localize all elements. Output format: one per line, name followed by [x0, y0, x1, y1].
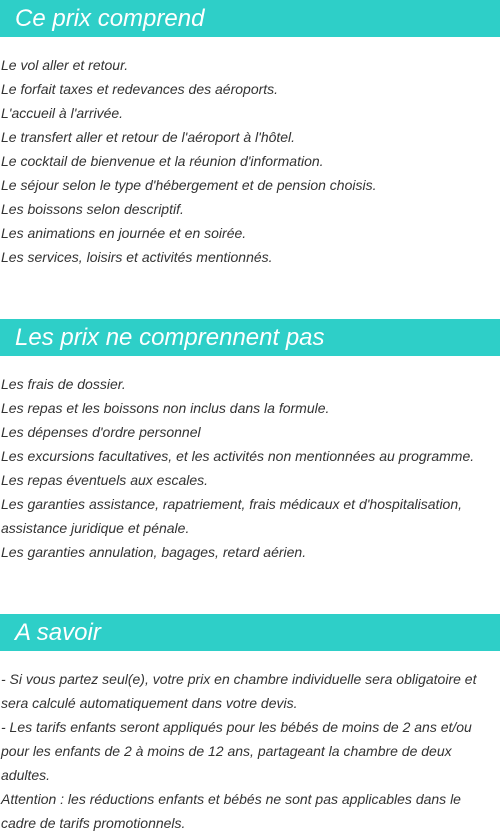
list-item: Les animations en journée et en soirée. [1, 225, 247, 241]
list-item: Les boissons selon descriptif. [1, 201, 184, 217]
list-item: Le transfert aller et retour de l'aéroport à l'hôtel. [1, 129, 296, 145]
list-item: Le vol aller et retour. [1, 57, 129, 73]
list-item: Attention : les réductions enfants et bébés ne sont pas applicables dans le cadre de tarifs promotionnels. [1, 791, 461, 831]
section-title-not-included: Les prix ne comprennent pas [15, 324, 325, 351]
list-item: - Les tarifs enfants seront appliqués pour les bébés de moins de 2 ans et/ou pour les enfants de 2 à moins de 12 ans, partageant la chambre de deux adultes. [1, 719, 472, 783]
list-item: Les repas et les boissons non inclus dans la formule. [1, 400, 330, 416]
section-header-not-included [0, 319, 500, 356]
list-item: Les garanties assistance, rapatriement, frais médicaux et d'hospitalisation, assistance juridique et pénale. [1, 496, 463, 536]
list-item: Les repas éventuels aux escales. [1, 472, 209, 488]
section-header-to-know [0, 614, 500, 651]
to-know-list [1, 667, 497, 835]
list-item: Les excursions facultatives, et les activités non mentionnées au programme. [1, 448, 475, 464]
list-item: Les dépenses d'ordre personnel [1, 424, 201, 440]
section-title-included: Ce prix comprend [15, 5, 205, 32]
list-item: - Si vous partez seul(e), votre prix en chambre individuelle sera obligatoire et sera calculé automatiquement dans votre devis. [1, 671, 477, 711]
list-item: Le forfait taxes et redevances des aéroports. [1, 81, 279, 97]
list-item: Le séjour selon le type d'hébergement et de pension choisis. [1, 177, 377, 193]
list-item: L'accueil à l'arrivée. [1, 105, 124, 121]
section-header-included [0, 0, 500, 37]
list-item: Les services, loisirs et activités mentionnés. [1, 249, 273, 265]
list-item: Le cocktail de bienvenue et la réunion d'information. [1, 153, 324, 169]
list-item: Les garanties annulation, bagages, retard aérien. [1, 544, 307, 560]
list-item: Les frais de dossier. [1, 376, 126, 392]
included-list [1, 53, 497, 269]
not-included-list [1, 372, 497, 564]
section-title-to-know: A savoir [15, 619, 101, 646]
